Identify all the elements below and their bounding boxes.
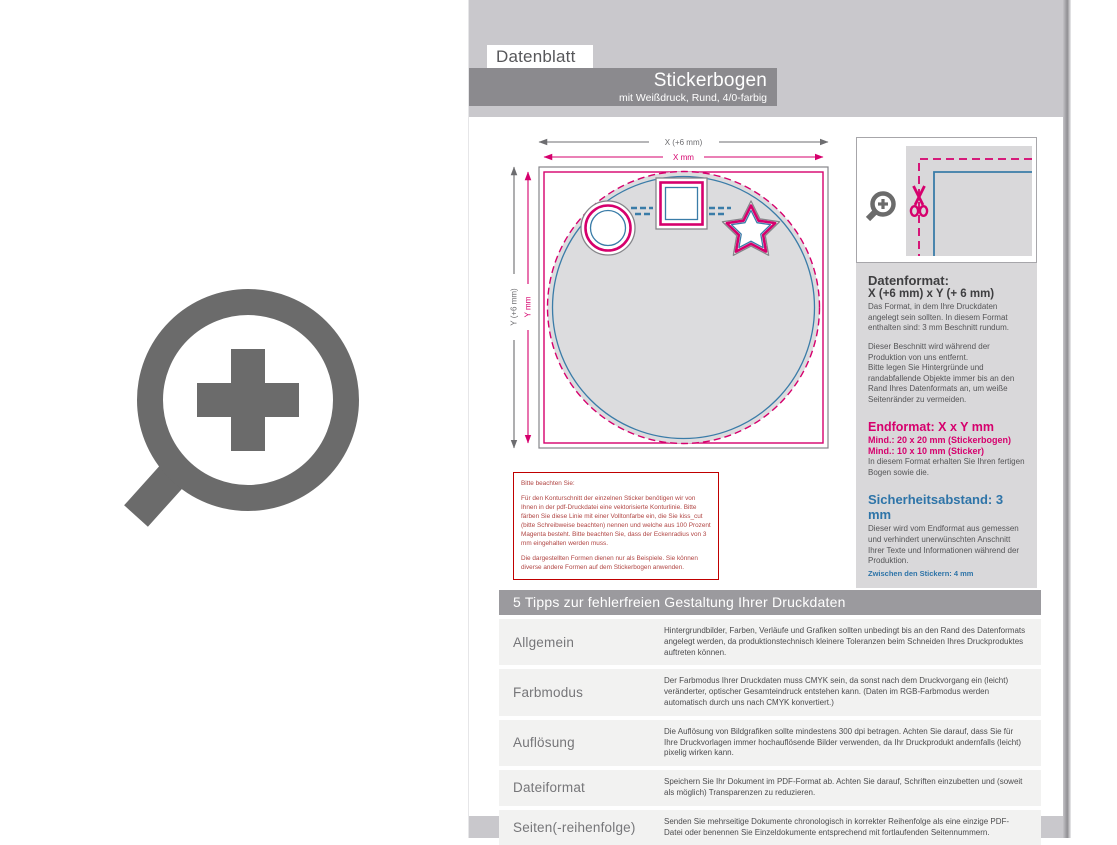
dim-x-outer-label: X (+6 mm) (664, 138, 703, 147)
product-title-bar (469, 68, 777, 106)
format-info-panel (856, 263, 1037, 588)
endformat-min-bogen: Mind.: 20 x 20 mm (Stickerbogen) (868, 434, 1012, 445)
corner-detail-box (856, 137, 1037, 263)
table-row (499, 669, 1041, 715)
tips-header: 5 Tipps zur fehlerfreien Gestaltung Ihrer Druckdaten (499, 590, 1041, 615)
datenformat-text: Das Format, in dem Ihre Druckdaten angelegt sein sollten. In diesem Format enthalten sind: 3 mm Beschnitt rundum. (868, 302, 1009, 333)
sicherheitsabstand-text: Dieser wird vom Endformat aus gemessen und verhindert unerwünschten Anschnitt Ihrer Texte und Informationen während der Produktion. (868, 524, 1020, 566)
tip-text: Hintergrundbilder, Farben, Verläufe und Grafiken sollten unbedingt bis an den Rand des Datenformats angelegt werden, da produktionstechnisch kleinere Toleranzen beim Schneiden Ihres Druckproduktes auftreten können. (664, 626, 1026, 657)
page-subtitle: mit Weißdruck, Rund, 4/0-farbig (618, 92, 767, 104)
datenblatt-tab (487, 45, 593, 68)
corner-detail-diagram (857, 138, 1036, 262)
notice-paragraph: Für den Konturschnitt der einzelnen Sticker benötigen wir von Ihnen in der pdf-Druckdatei eine vektorisierte Konturlinie. Bitte färben Sie diese Linie mit einer Volltonfarbe ein, die Sie kiss_cut (bitte Schreibweise beachten) nennen und welche aus 100 Prozent Magenta besteht. Bitte beachten Sie, dass der Eckenradius von 3 mm eingehalten werden muss. (521, 494, 711, 547)
tip-label: Dateiformat (513, 780, 585, 796)
page-edge-shadow (1063, 0, 1071, 838)
sicherheitsabstand-title: Sicherheitsabstand: 3 mm (868, 492, 1004, 523)
tip-label: Allgemein (513, 634, 575, 650)
tip-text: Speichern Sie Ihr Dokument im PDF-Format ab. Achten Sie darauf, Schriften einzubetten und (soweit als möglich) Transparenzen zu reduzieren. (664, 777, 1023, 797)
tip-text: Senden Sie mehrseitige Dokumente chronologisch in korrekter Reihenfolge als eine einzige PDF-Datei oder benennen Sie Einzeldokumente entsprechend mit fortlaufenden Seitennummern. (664, 816, 1010, 837)
example-sticker-square (656, 178, 707, 229)
table-row (499, 619, 1041, 665)
dim-y-inner-label: Y mm (523, 296, 533, 318)
datenformat-value: X (+6 mm) x Y (+ 6 mm) (868, 288, 995, 300)
endformat-min-sticker: Mind.: 10 x 10 mm (Sticker) (868, 445, 985, 456)
page-title: Stickerbogen (653, 70, 767, 91)
datenblatt-tab-label: Datenblatt (496, 47, 576, 66)
tips-table (499, 590, 1041, 845)
tip-label: Seiten(-reihenfolge) (513, 820, 636, 836)
tip-text: Die Auflösung von Bildgrafiken sollte mindestens 300 dpi betragen. Achten Sie darauf, dass Sie für Ihre Druckvorlagen immer hochauflösende Bilder verwenden, da Ihr Druckprodukt andernfalls (leicht) pixelig wirken kann. (664, 726, 1022, 758)
endformat-title: Endformat: X x Y mm (868, 419, 994, 434)
dim-y-outer-label: Y (+6 mm) (509, 288, 519, 326)
tip-text: Der Farbmodus Ihrer Druckdaten muss CMYK sein, da sonst nach dem Druckvorgang ein (leicht) veränderter, optischer Gesamteindruck entstehen kann. (Daten im RGB-Farbmodus werden automatisch durch uns nach CMYK konvertiert.) (664, 676, 1009, 707)
datenformat-title: Datenformat: (868, 273, 949, 288)
tip-label: Farbmodus (513, 685, 584, 701)
sticker-sheet-diagram (495, 132, 840, 457)
example-sticker-circle (581, 201, 635, 255)
tip-label: Auflösung (513, 735, 575, 751)
table-row (499, 810, 1041, 845)
table-row (499, 770, 1041, 806)
datenformat-text: Dieser Beschnitt wird während der Produktion von uns entfernt. (868, 341, 990, 362)
notice-title: Bitte beachten Sie: (521, 480, 575, 487)
datasheet-sheet (468, 0, 1064, 838)
notice-paragraph: Die dargestellten Formen dienen nur als Beispiele. Sie können diverse andere Formen auf dem Stickerbogen anwenden. (521, 554, 698, 571)
datenformat-text: Bitte legen Sie Hintergründe und randabfallende Objekte immer bis an den Rand Ihres Datenformats an, um weiße Seitenränder zu vermeiden. (868, 363, 1015, 404)
zoom-plus-icon (112, 276, 377, 541)
zoom-plus-icon (868, 194, 894, 220)
table-row (499, 720, 1041, 766)
kisscut-notice-box (513, 472, 719, 580)
sticker-spacing-note: Zwischen den Stickern: 4 mm (868, 568, 974, 578)
dim-x-inner-label: X mm (673, 153, 694, 162)
endformat-text: In diesem Format erhalten Sie Ihren fertigen Bogen sowie die. (868, 457, 1025, 477)
